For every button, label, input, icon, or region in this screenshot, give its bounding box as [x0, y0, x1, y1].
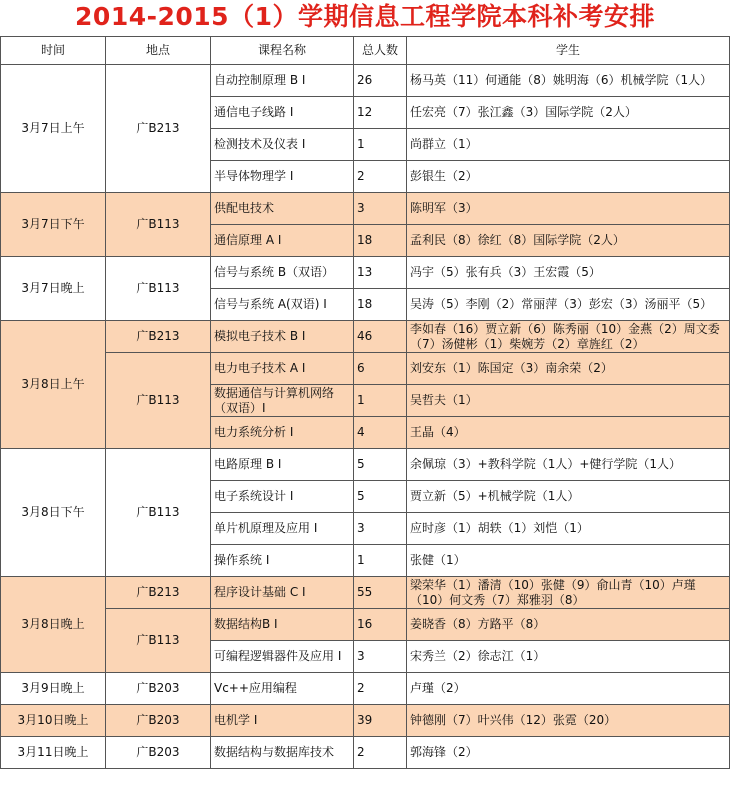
students-cell: 彭银生（2） — [407, 161, 730, 193]
total-cell: 3 — [354, 193, 407, 225]
time-cell: 3月8日晚上 — [1, 577, 106, 673]
course-cell: 信号与系统 B（双语） — [211, 257, 354, 289]
page-title: 2014-2015（1）学期信息工程学院本科补考安排 — [75, 2, 655, 31]
total-cell: 3 — [354, 513, 407, 545]
total-cell: 6 — [354, 353, 407, 385]
total-cell: 55 — [354, 577, 407, 609]
place-cell: 广B213 — [106, 65, 211, 193]
table-row — [1, 449, 730, 481]
course-cell: 通信电子线路 I — [211, 97, 354, 129]
students-cell: 孟利民（8）徐红（8）国际学院（2人） — [407, 225, 730, 257]
total-cell: 1 — [354, 545, 407, 577]
students-cell: 吴哲夫（1） — [407, 385, 730, 417]
total-cell: 46 — [354, 321, 407, 353]
students-cell: 杨马英（11）何通能（8）姚明海（6）机械学院（1人） — [407, 65, 730, 97]
time-cell: 3月7日上午 — [1, 65, 106, 193]
place-cell: 广B213 — [106, 321, 211, 353]
course-cell: 模拟电子技术 B I — [211, 321, 354, 353]
time-cell: 3月7日晚上 — [1, 257, 106, 321]
time-cell: 3月9日晚上 — [1, 673, 106, 705]
students-cell: 贾立新（5）+机械学院（1人） — [407, 481, 730, 513]
total-cell: 13 — [354, 257, 407, 289]
header-course: 课程名称 — [211, 37, 354, 65]
students-cell: 尚群立（1） — [407, 129, 730, 161]
students-cell: 任宏亮（7）张江鑫（3）国际学院（2人） — [407, 97, 730, 129]
table-row — [1, 577, 730, 609]
place-cell: 广B203 — [106, 673, 211, 705]
total-cell: 1 — [354, 129, 407, 161]
students-cell: 宋秀兰（2）徐志江（1） — [407, 641, 730, 673]
time-cell: 3月11日晚上 — [1, 737, 106, 769]
table-row — [1, 609, 730, 641]
course-cell: 程序设计基础 C I — [211, 577, 354, 609]
course-cell: 检测技术及仪表 I — [211, 129, 354, 161]
course-cell: 单片机原理及应用 I — [211, 513, 354, 545]
course-cell: 电子系统设计 I — [211, 481, 354, 513]
time-cell: 3月7日下午 — [1, 193, 106, 257]
time-cell: 3月8日下午 — [1, 449, 106, 577]
table-row — [1, 321, 730, 353]
students-cell: 张健（1） — [407, 545, 730, 577]
total-cell: 18 — [354, 289, 407, 321]
total-cell: 4 — [354, 417, 407, 449]
header-students: 学生 — [407, 37, 730, 65]
place-cell: 广B203 — [106, 737, 211, 769]
students-cell: 冯宇（5）张有兵（3）王宏霞（5） — [407, 257, 730, 289]
total-cell: 12 — [354, 97, 407, 129]
total-cell: 5 — [354, 481, 407, 513]
table-row — [1, 353, 730, 385]
course-cell: 自动控制原理 B I — [211, 65, 354, 97]
course-cell: 操作系统 I — [211, 545, 354, 577]
place-cell: 广B113 — [106, 193, 211, 257]
total-cell: 26 — [354, 65, 407, 97]
table-row — [1, 193, 730, 225]
students-cell: 吴涛（5）李刚（2）常丽萍（3）彭宏（3）汤丽平（5） — [407, 289, 730, 321]
course-cell: 数据通信与计算机网络（双语）I — [211, 385, 354, 417]
table-row — [1, 705, 730, 737]
place-cell: 广B203 — [106, 705, 211, 737]
place-cell: 广B213 — [106, 577, 211, 609]
total-cell: 2 — [354, 161, 407, 193]
students-cell: 王晶（4） — [407, 417, 730, 449]
students-cell: 陈明军（3） — [407, 193, 730, 225]
course-cell: 半导体物理学 I — [211, 161, 354, 193]
students-cell: 梁荣华（1）潘清（10）张健（9）俞山青（10）卢瑾（10）何文秀（7）郑雅羽（8） — [407, 577, 730, 609]
table-row — [1, 257, 730, 289]
total-cell: 3 — [354, 641, 407, 673]
total-cell: 2 — [354, 737, 407, 769]
course-cell: 电力电子技术 A I — [211, 353, 354, 385]
course-cell: 可编程逻辑器件及应用 I — [211, 641, 354, 673]
course-cell: 数据结构与数据库技术 — [211, 737, 354, 769]
table-row — [1, 65, 730, 97]
time-cell: 3月10日晚上 — [1, 705, 106, 737]
total-cell: 18 — [354, 225, 407, 257]
course-cell: 电力系统分析 I — [211, 417, 354, 449]
students-cell: 余佩琼（3）+教科学院（1人）+健行学院（1人） — [407, 449, 730, 481]
total-cell: 1 — [354, 385, 407, 417]
course-cell: 通信原理 A I — [211, 225, 354, 257]
place-cell: 广B113 — [106, 257, 211, 321]
students-cell: 姜晓香（8）方路平（8） — [407, 609, 730, 641]
table-row — [1, 673, 730, 705]
header-time: 时间 — [1, 37, 106, 65]
total-cell: 39 — [354, 705, 407, 737]
course-cell: 信号与系统 A(双语) I — [211, 289, 354, 321]
header-place: 地点 — [106, 37, 211, 65]
students-cell: 郭海锋（2） — [407, 737, 730, 769]
total-cell: 5 — [354, 449, 407, 481]
students-cell: 应时彦（1）胡轶（1）刘恺（1） — [407, 513, 730, 545]
place-cell: 广B113 — [106, 353, 211, 449]
header-total: 总人数 — [354, 37, 407, 65]
table-row — [1, 737, 730, 769]
students-cell: 李如春（16）贾立新（6）陈秀丽（10）金燕（2）周文委（7）汤健彬（1）柴婉芳（2）章旌红（2） — [407, 321, 730, 353]
exam-schedule-table — [0, 36, 730, 769]
header-row — [1, 37, 730, 65]
course-cell: 数据结构B I — [211, 609, 354, 641]
place-cell: 广B113 — [106, 449, 211, 577]
course-cell: 电路原理 B I — [211, 449, 354, 481]
course-cell: 供配电技术 — [211, 193, 354, 225]
total-cell: 16 — [354, 609, 407, 641]
course-cell: 电机学 I — [211, 705, 354, 737]
course-cell: Vc++应用编程 — [211, 673, 354, 705]
students-cell: 卢瑾（2） — [407, 673, 730, 705]
students-cell: 钟德刚（7）叶兴伟（12）张霓（20） — [407, 705, 730, 737]
place-cell: 广B113 — [106, 609, 211, 673]
students-cell: 刘安东（1）陈国定（3）南余荣（2） — [407, 353, 730, 385]
time-cell: 3月8日上午 — [1, 321, 106, 449]
total-cell: 2 — [354, 673, 407, 705]
